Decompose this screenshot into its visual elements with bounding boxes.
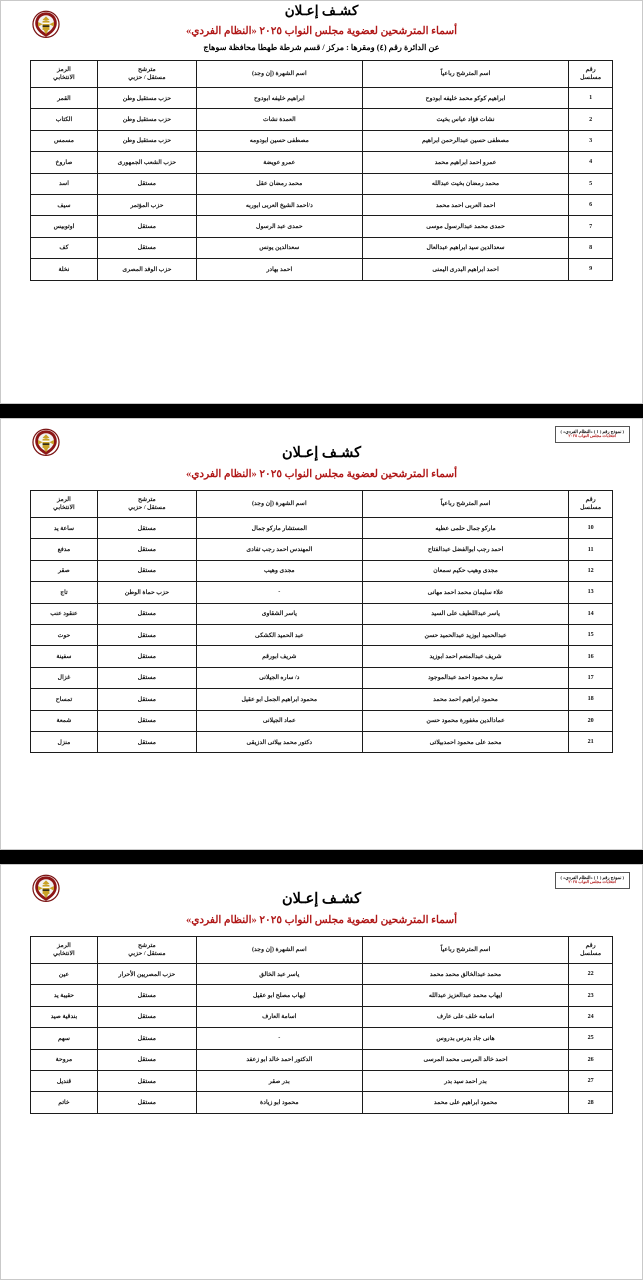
table-row [31, 603, 613, 624]
table-row [31, 216, 613, 237]
candidate-party: حزب مستقبل وطن [97, 88, 196, 109]
candidate-nickname: - [196, 582, 362, 603]
table-row [31, 582, 613, 603]
candidate-serial: 14 [569, 603, 613, 624]
candidate-nickname: د/ ساره الجيلانى [196, 667, 362, 688]
table-row [31, 1092, 613, 1113]
candidate-symbol: كف [31, 237, 98, 258]
page-content-1 [0, 0, 643, 404]
candidate-serial: 3 [569, 130, 613, 151]
candidate-serial: 22 [569, 964, 613, 985]
candidate-name: ياسر عبداللطيف على السيد [362, 603, 569, 624]
candidate-serial: 21 [569, 731, 613, 752]
egypt-eagle-emblem-icon [29, 7, 63, 45]
candidate-party: مستقل [97, 689, 196, 710]
candidate-serial: 16 [569, 646, 613, 667]
form-number-note [555, 872, 630, 889]
candidate-nickname: شريف ابورقم [196, 646, 362, 667]
candidate-name: علاء سليمان محمد احمد مهانى [362, 582, 569, 603]
table-row [31, 518, 613, 539]
col-header-serial-l1: رقم [585, 66, 596, 74]
candidate-nickname: المهندس احمد رجب تفادى [196, 539, 362, 560]
candidate-party: مستقل [97, 731, 196, 752]
candidate-symbol: تمساح [31, 689, 98, 710]
candidate-symbol: بندقية صيد [31, 1006, 98, 1027]
page-subtitle: أسماء المترشحين لعضوية مجلس النواب ٢٠٢٥ «النظام الفردي» [185, 469, 458, 480]
candidate-party: حزب الوفد المصرى [97, 259, 196, 280]
table-row [31, 237, 613, 258]
candidate-name: عمرو احمد ابراهيم محمد [362, 152, 569, 173]
candidate-serial: 28 [569, 1092, 613, 1113]
candidate-symbol: خاتم [31, 1092, 98, 1113]
candidate-serial: 9 [569, 259, 613, 280]
candidate-symbol: مسمس [31, 130, 98, 151]
page-separator-1 [0, 404, 643, 418]
table-body-3 [31, 964, 613, 1114]
candidate-symbol: شمعة [31, 710, 98, 731]
candidate-name: عبدالحميد ابوزيد عبدالحميد حسن [362, 624, 569, 645]
candidate-party: مستقل [97, 539, 196, 560]
candidate-name: سعدالدين سيد ابراهيم عبدالعال [362, 237, 569, 258]
candidate-name: ايهاب محمد عبدالعزيز عبدالله [362, 985, 569, 1006]
candidate-symbol: منزل [31, 731, 98, 752]
col-header-symbol [31, 491, 98, 518]
table-header-row [31, 61, 613, 88]
candidate-serial: 2 [569, 109, 613, 130]
candidate-name: عمادالدين مغفورة محمود حسن [362, 710, 569, 731]
candidate-name: محمد عبدالخالق محمد محمد [362, 964, 569, 985]
candidates-table [30, 490, 613, 753]
candidate-nickname: احمد بهادر [196, 259, 362, 280]
candidate-party: حزب مستقبل وطن [97, 130, 196, 151]
col-header-symbol-l1: الرمز [57, 942, 71, 950]
table-row [31, 667, 613, 688]
candidate-party: مستقل [97, 560, 196, 581]
candidate-party: حزب مستقبل وطن [97, 109, 196, 130]
candidate-serial: 24 [569, 1006, 613, 1027]
egypt-eagle-emblem-icon [29, 871, 63, 909]
col-header-symbol-l2: الانتخابي [53, 74, 75, 81]
col-header-party [97, 491, 196, 518]
candidate-symbol: صقر [31, 560, 98, 581]
candidate-symbol: اوتوبيس [31, 216, 98, 237]
col-header-party-l1: مترشح [138, 66, 156, 74]
col-header-symbol-l1: الرمز [57, 66, 71, 74]
candidate-nickname: محمود ابو زيادة [196, 1092, 362, 1113]
candidate-nickname: عماد الجيلانى [196, 710, 362, 731]
col-header-symbol-l2: الانتخابي [53, 950, 75, 957]
candidate-nickname: د/احمد الشيخ العربى ابوربه [196, 194, 362, 215]
table-row [31, 1049, 613, 1070]
document-page-1 [0, 0, 643, 404]
candidate-symbol: حقيبة يد [31, 985, 98, 1006]
candidate-serial: 17 [569, 667, 613, 688]
candidate-serial: 20 [569, 710, 613, 731]
col-header-serial [569, 937, 613, 964]
candidate-party: مستقل [97, 1006, 196, 1027]
candidate-name: احمد رجب ابوالفضل عبدالفتاح [362, 539, 569, 560]
candidate-serial: 25 [569, 1028, 613, 1049]
candidate-nickname: دكتور محمد بيلاتى الدزيقى [196, 731, 362, 752]
col-header-serial-l2: مسلسل [580, 950, 602, 957]
candidate-nickname: العمدة نشات [196, 109, 362, 130]
candidate-party: مستقل [97, 710, 196, 731]
candidate-name: مجدى وهيب حكيم سمعان [362, 560, 569, 581]
candidate-serial: 12 [569, 560, 613, 581]
candidate-serial: 18 [569, 689, 613, 710]
page-title: كشـف إعـلان [282, 891, 361, 907]
page-title: كشـف إعـلان [284, 3, 359, 18]
table-row [31, 646, 613, 667]
table-header [31, 937, 613, 964]
candidate-nickname: ياسر الشقاوى [196, 603, 362, 624]
candidate-name: شريف عبدالمنعم احمد ابوزيد [362, 646, 569, 667]
candidate-symbol: ساعة يد [31, 518, 98, 539]
col-header-party [97, 61, 196, 88]
col-header-party [97, 937, 196, 964]
table-header [31, 61, 613, 88]
table-row [31, 88, 613, 109]
candidate-nickname: مجدى وهيب [196, 560, 362, 581]
candidate-party: مستقل [97, 603, 196, 624]
page-subtitle: أسماء المترشحين لعضوية مجلس النواب ٢٠٢٥ «النظام الفردي» [185, 26, 458, 37]
col-header-nickname: اسم الشهرة (إن وجد) [196, 61, 362, 88]
candidate-name: محمد رمضان بخيت عبدالله [362, 173, 569, 194]
table-row [31, 731, 613, 752]
candidate-name: احمد خالد المرسى محمد المرسى [362, 1049, 569, 1070]
candidate-symbol: قنديل [31, 1070, 98, 1091]
candidate-name: اسامه خلف على عارف [362, 1006, 569, 1027]
candidate-name: حمدى محمد عبدالرسول موسى [362, 216, 569, 237]
col-header-party-l2: مستقل / حزبي [128, 950, 166, 957]
page-content-3 [0, 864, 643, 1280]
col-header-symbol-l1: الرمز [57, 496, 71, 504]
candidates-table [30, 936, 613, 1114]
egypt-eagle-emblem-icon [29, 425, 63, 463]
col-header-symbol [31, 937, 98, 964]
table-row [31, 964, 613, 985]
candidate-nickname: ابراهيم خليفه ابودوح [196, 88, 362, 109]
candidate-name: مارکو جمال حلمى عطيه [362, 518, 569, 539]
candidate-serial: 5 [569, 173, 613, 194]
candidate-serial: 6 [569, 194, 613, 215]
candidate-serial: 10 [569, 518, 613, 539]
candidate-nickname: عبد الحميد الكشكى [196, 624, 362, 645]
candidate-party: مستقل [97, 1070, 196, 1091]
form-note-line2: انتخابات مجلس النواب ٢٠٢٥ [568, 879, 617, 885]
col-header-name: اسم المترشح رباعياً [362, 491, 569, 518]
candidate-party: مستقل [97, 1049, 196, 1070]
col-header-serial-l2: مسلسل [580, 74, 602, 81]
candidate-party: مستقل [97, 646, 196, 667]
candidate-nickname: بدر صقر [196, 1070, 362, 1091]
candidate-symbol: سهم [31, 1028, 98, 1049]
document-page-3 [0, 864, 643, 1280]
table-row [31, 259, 613, 280]
candidate-symbol: الكتاب [31, 109, 98, 130]
table-row [31, 560, 613, 581]
col-header-party-l2: مستقل / حزبي [128, 504, 166, 511]
table-row [31, 152, 613, 173]
candidate-symbol: القمر [31, 88, 98, 109]
candidate-serial: 13 [569, 582, 613, 603]
col-header-nickname: اسم الشهرة (إن وجد) [196, 491, 362, 518]
candidates-table-wrap-1 [1, 60, 642, 281]
table-row [31, 1070, 613, 1091]
col-header-party-l1: مترشح [138, 496, 156, 504]
candidate-party: مستقل [97, 1092, 196, 1113]
candidate-symbol: تاج [31, 582, 98, 603]
col-header-party-l2: مستقل / حزبي [128, 74, 166, 81]
table-row [31, 710, 613, 731]
col-header-symbol-l2: الانتخابي [53, 504, 75, 511]
candidates-table [30, 60, 613, 281]
candidate-symbol: حوت [31, 624, 98, 645]
candidate-party: مستقل [97, 624, 196, 645]
candidate-party: حزب حماة الوطن [97, 582, 196, 603]
candidate-party: مستقل [97, 518, 196, 539]
candidate-name: محمود ابراهيم على محمد [362, 1092, 569, 1113]
candidate-nickname: حمدى عبد الرسول [196, 216, 362, 237]
candidate-party: حزب المؤتمر [97, 194, 196, 215]
table-row [31, 130, 613, 151]
table-row [31, 194, 613, 215]
candidate-symbol: سيف [31, 194, 98, 215]
page-title: كشـف إعـلان [282, 445, 361, 461]
candidate-name: احمد العربى احمد محمد [362, 194, 569, 215]
candidate-nickname: مصطفى حسين ابودومه [196, 130, 362, 151]
candidate-party: مستقل [97, 173, 196, 194]
page-content-2 [0, 418, 643, 850]
col-header-symbol [31, 61, 98, 88]
candidate-party: مستقل [97, 216, 196, 237]
table-row [31, 985, 613, 1006]
candidate-nickname: ياسر عبد الخالق [196, 964, 362, 985]
table-row [31, 689, 613, 710]
candidate-symbol: سفينة [31, 646, 98, 667]
candidate-serial: 11 [569, 539, 613, 560]
col-header-serial-l2: مسلسل [580, 504, 602, 511]
candidate-name: هانى جاد بدرس بدروس [362, 1028, 569, 1049]
candidate-symbol: اسد [31, 173, 98, 194]
candidate-nickname: عمرو عويضة [196, 152, 362, 173]
candidate-serial: 27 [569, 1070, 613, 1091]
document-page-2 [0, 418, 643, 850]
form-number-note [555, 426, 630, 443]
page-separator-2 [0, 850, 643, 864]
col-header-name: اسم المترشح رباعياً [362, 937, 569, 964]
candidate-symbol: مدفع [31, 539, 98, 560]
candidate-nickname: المستشار مارکو جمال [196, 518, 362, 539]
table-row [31, 539, 613, 560]
candidate-name: احمد ابراهيم البدرى اليمنى [362, 259, 569, 280]
col-header-serial-l1: رقم [585, 942, 596, 950]
col-header-serial-l1: رقم [585, 496, 596, 504]
col-header-party-l1: مترشح [138, 942, 156, 950]
table-header [31, 491, 613, 518]
candidate-serial: 1 [569, 88, 613, 109]
table-row [31, 173, 613, 194]
form-note-line2: انتخابات مجلس النواب ٢٠٢٥ [568, 433, 617, 439]
col-header-name: اسم المترشح رباعياً [362, 61, 569, 88]
candidate-symbol: غزال [31, 667, 98, 688]
table-row [31, 109, 613, 130]
candidate-symbol: عنقود عنب [31, 603, 98, 624]
candidate-party: مستقل [97, 237, 196, 258]
candidate-serial: 26 [569, 1049, 613, 1070]
district-line: عن الدائرة رقم (٤) ومقرها : مركز / قسم شرطة طهطا محافظة سوهاج [203, 43, 440, 52]
candidate-party: مستقل [97, 1028, 196, 1049]
candidate-symbol: نخلة [31, 259, 98, 280]
table-row [31, 1006, 613, 1027]
candidate-serial: 15 [569, 624, 613, 645]
candidates-table-wrap-3 [1, 936, 642, 1114]
candidate-party: حزب الشعب الجمهورى [97, 152, 196, 173]
candidate-name: بدر احمد سيد بدر [362, 1070, 569, 1091]
candidate-serial: 8 [569, 237, 613, 258]
form-note-line1: ( نموذج رقم ( ١ ) «النظام الفردي» ) [560, 429, 624, 434]
candidate-party: حزب المصريين الأحرار [97, 964, 196, 985]
candidate-nickname: الدكتور احمد خالد ابو زعفد [196, 1049, 362, 1070]
candidate-nickname: ايهاب مصلح ابو عقيل [196, 985, 362, 1006]
candidate-nickname: - [196, 1028, 362, 1049]
candidate-symbol: مروحة [31, 1049, 98, 1070]
table-body-2 [31, 518, 613, 753]
candidate-nickname: محمود ابراهيم الجمل ابو عقيل [196, 689, 362, 710]
page-subtitle: أسماء المترشحين لعضوية مجلس النواب ٢٠٢٥ «النظام الفردي» [185, 915, 458, 926]
candidate-nickname: اسامة العارف [196, 1006, 362, 1027]
candidate-serial: 4 [569, 152, 613, 173]
col-header-serial [569, 491, 613, 518]
candidate-symbol: صاروخ [31, 152, 98, 173]
candidate-name: مصطفى حسين عبدالرحمن ابراهيم [362, 130, 569, 151]
form-note-line1: ( نموذج رقم ( ١ ) «النظام الفردي» ) [560, 875, 624, 880]
candidate-party: مستقل [97, 667, 196, 688]
candidate-nickname: محمد رمضان عقل [196, 173, 362, 194]
candidate-name: محمد على محمود احمدبيلاتى [362, 731, 569, 752]
table-header-row [31, 937, 613, 964]
table-body-1 [31, 88, 613, 281]
table-row [31, 1028, 613, 1049]
candidate-nickname: سعدالدين يونس [196, 237, 362, 258]
candidate-symbol: عين [31, 964, 98, 985]
candidate-name: نشات فؤاد عباس بخيت [362, 109, 569, 130]
candidate-name: ساره محمود احمد عبدالموجود [362, 667, 569, 688]
candidate-serial: 7 [569, 216, 613, 237]
col-header-serial [569, 61, 613, 88]
candidates-table-wrap-2 [1, 490, 642, 753]
col-header-nickname: اسم الشهرة (إن وجد) [196, 937, 362, 964]
table-header-row [31, 491, 613, 518]
candidate-serial: 23 [569, 985, 613, 1006]
candidate-name: محمود ابراهيم احمد محمد [362, 689, 569, 710]
table-row [31, 624, 613, 645]
candidate-party: مستقل [97, 985, 196, 1006]
candidate-name: ابراهيم كوكو محمد خليفه ابودوح [362, 88, 569, 109]
